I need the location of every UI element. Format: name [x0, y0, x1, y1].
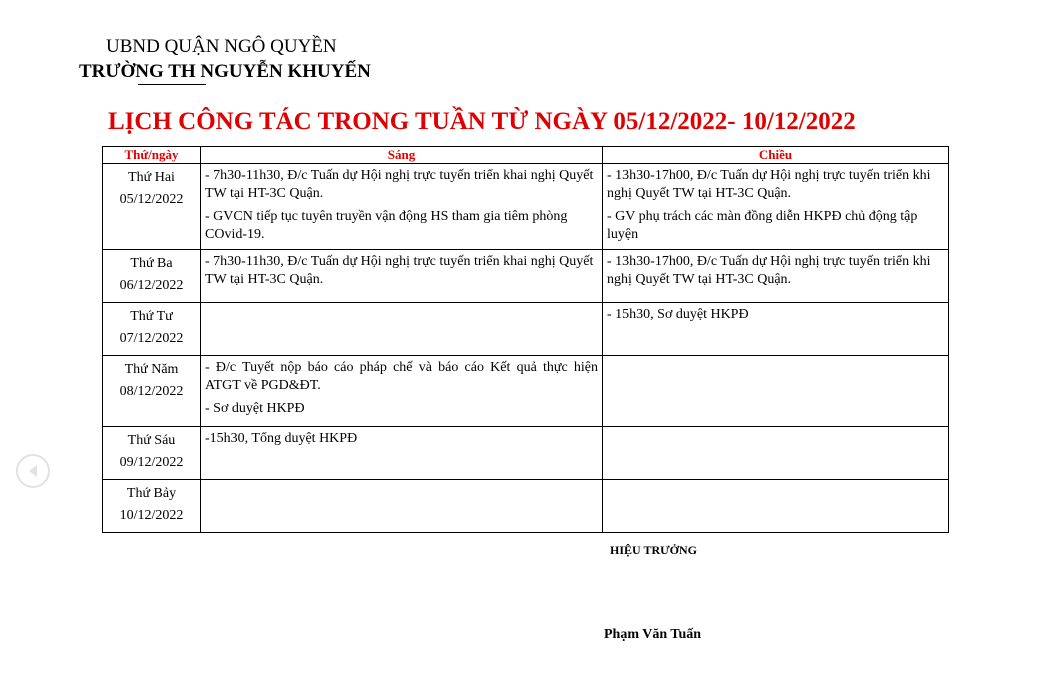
day-date: 05/12/2022: [119, 192, 184, 207]
page-title: LỊCH CÔNG TÁC TRONG TUẦN TỪ NGÀY 05/12/2022- 10/12/2022: [108, 108, 856, 135]
afternoon-cell: [603, 164, 949, 250]
afternoon-cell: [603, 480, 949, 533]
day-date: 07/12/2022: [119, 331, 184, 346]
day-date: 06/12/2022: [119, 278, 184, 293]
day-name: Thứ Năm: [124, 362, 179, 377]
schedule-item: - 13h30-17h00, Đ/c Tuấn dự Hội nghị trực tuyến triển khi nghị Quyết TW tại HT-3C Quận.: [607, 168, 931, 201]
signature-title: HIỆU TRƯỞNG: [610, 543, 698, 557]
morning-cell: [201, 356, 603, 427]
day-cell: [103, 356, 201, 427]
day-name: Thứ Bảy: [126, 486, 177, 501]
afternoon-cell: [603, 427, 949, 480]
day-name: Thứ Sáu: [127, 433, 176, 448]
day-date: 09/12/2022: [119, 455, 184, 470]
morning-cell: [201, 480, 603, 533]
morning-cell: [201, 164, 603, 250]
org-name-district: UBND QUẬN NGÔ QUYỀN: [106, 36, 337, 57]
day-name: Thứ Hai: [128, 170, 175, 185]
chevron-left-icon: [18, 456, 48, 486]
day-cell: [103, 303, 201, 356]
column-header-day: Thứ/ngày: [103, 147, 201, 164]
day-name: Thứ Tư: [130, 309, 173, 324]
schedule-item: - GV phụ trách các màn đồng diễn HKPĐ chủ động tập luyện: [607, 209, 918, 242]
schedule-item: - GVCN tiếp tục tuyên truyền vận động HS tham gia tiêm phòng COvid-19.: [205, 209, 568, 242]
afternoon-cell: [603, 250, 949, 303]
org-name-school: TRƯỜNG TH NGUYỄN KHUYẾN: [79, 61, 371, 82]
morning-cell: [201, 427, 603, 480]
day-date: 10/12/2022: [119, 508, 184, 523]
day-date: 08/12/2022: [119, 384, 184, 399]
morning-cell: [201, 250, 603, 303]
schedule-item: -15h30, Tổng duyệt HKPĐ: [205, 431, 358, 446]
schedule-item: - 15h30, Sơ duyệt HKPĐ: [607, 307, 749, 322]
table-header-row: [103, 147, 949, 164]
day-cell: [103, 480, 201, 533]
schedule-item: - 13h30-17h00, Đ/c Tuấn dự Hội nghị trực tuyến triển khi nghị Quyết TW tại HT-3C Quận.: [607, 254, 931, 287]
morning-cell: [201, 303, 603, 356]
prev-page-button[interactable]: [16, 454, 50, 488]
day-cell: [103, 427, 201, 480]
schedule-item: - Đ/c Tuyết nộp báo cáo pháp chế và báo cáo Kết quả thực hiện ATGT về PGD&ĐT.: [205, 360, 598, 393]
afternoon-cell: [603, 303, 949, 356]
table-row: [103, 356, 949, 427]
day-cell: [103, 250, 201, 303]
schedule-item: - Sơ duyệt HKPĐ: [205, 401, 305, 416]
table-row: [103, 480, 949, 533]
table-row: [103, 427, 949, 480]
day-name: Thứ Ba: [130, 256, 173, 271]
column-header-morning: Sáng: [201, 147, 603, 164]
afternoon-cell: [603, 356, 949, 427]
day-cell: [103, 164, 201, 250]
column-header-afternoon: Chiều: [603, 147, 949, 164]
table-row: [103, 164, 949, 250]
schedule-table: [102, 146, 949, 533]
header-underline: [138, 84, 206, 85]
schedule-item: - 7h30-11h30, Đ/c Tuấn dự Hội nghị trực tuyến triển khai nghị Quyết TW tại HT-3C Quận.: [205, 168, 594, 201]
table-row: [103, 303, 949, 356]
schedule-item: - 7h30-11h30, Đ/c Tuấn dự Hội nghị trực tuyến triển khai nghị Quyết TW tại HT-3C Quận.: [205, 254, 594, 287]
table-row: [103, 250, 949, 303]
signature-name: Phạm Văn Tuấn: [604, 627, 702, 642]
